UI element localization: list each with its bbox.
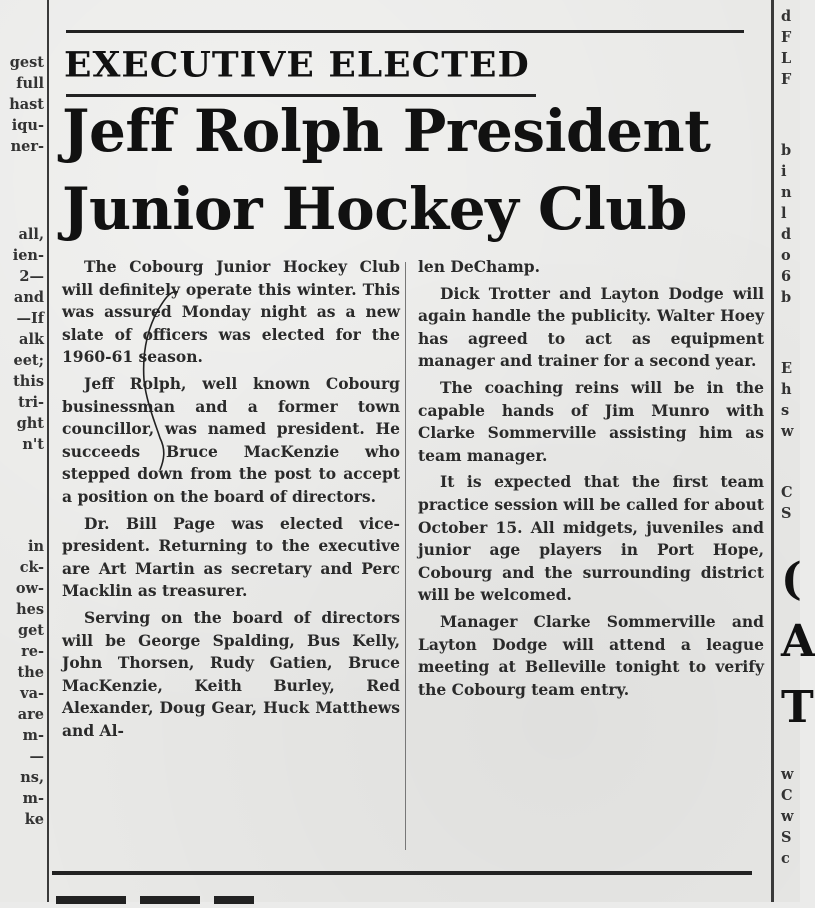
rule-above-kicker: [66, 30, 744, 33]
paragraph: The coaching reins will be in the capable hands of Jim Munro with Clarke Sommerville assisting him as team manager.: [418, 377, 764, 465]
text-fragment: re-: [21, 643, 44, 660]
kicker-heading: EXECUTIVE ELECTED: [64, 45, 530, 85]
text-fragment: this: [13, 373, 44, 390]
headline-line-2: Junior Hockey Club: [62, 175, 687, 243]
text-fragment: S: [781, 505, 792, 522]
column-rule-middle: [405, 262, 406, 850]
text-fragment: iqu-: [11, 117, 44, 134]
text-fragment: and: [13, 289, 44, 306]
text-fragment: C: [781, 787, 793, 804]
text-fragment: w: [781, 808, 794, 825]
rule-article-end: [52, 871, 752, 875]
text-fragment: F: [781, 71, 792, 88]
next-headline-fragment: [56, 889, 356, 902]
article-column-left: [62, 256, 400, 746]
adjacent-right-column-bottom: [781, 764, 800, 869]
text-fragment: are: [17, 706, 44, 723]
adjacent-left-column-lower: [4, 536, 44, 830]
large-headline-fragment: (: [781, 554, 802, 605]
text-fragment: h: [781, 381, 792, 398]
paragraph: Serving on the board of directors will be George Spalding, Bus Kelly, John Thorsen, Rudy Gatien, Bruce MacKenzie, Keith Burley, Red Alexander, Doug Gear, Huck Matthews and Al-: [62, 607, 400, 740]
text-fragment: C: [781, 484, 793, 501]
adjacent-left-column-top: [4, 52, 44, 157]
text-fragment: ke: [24, 811, 44, 828]
paragraph: It is expected that the first team practice session will be called for about October 15. All midgets, juveniles and junior age players in Port Hope, Cobourg and the surrounding district will be welcomed.: [418, 472, 764, 605]
text-fragment: ck-: [19, 559, 44, 576]
text-fragment: l: [781, 205, 787, 222]
paragraph: The Cobourg Junior Hockey Club will definitely operate this winter. This was assured Monday night as a new slate of officers was elected for the 1960-61 season.: [62, 257, 400, 367]
text-fragment: w: [781, 423, 794, 440]
large-headline-fragment: A: [781, 616, 815, 667]
text-fragment: s: [781, 402, 790, 419]
text-fragment: get: [17, 622, 44, 639]
article-column-right: [418, 256, 764, 705]
column-rule-left: [47, 0, 49, 902]
text-fragment: b: [781, 289, 792, 306]
text-fragment: va-: [20, 685, 44, 702]
text-fragment: S: [781, 829, 792, 846]
paragraph: Dick Trotter and Layton Dodge will again handle the publicity. Walter Hoey has agreed to act as equipment manager and trainer for a second year.: [418, 283, 764, 371]
text-fragment: alk: [19, 331, 44, 348]
adjacent-left-column-middle: [4, 224, 44, 455]
adjacent-right-column-lower: [781, 358, 800, 442]
text-fragment: L: [781, 50, 792, 67]
paragraph: Manager Clarke Sommerville and Layton Dodge will attend a league meeting at Belleville tonight to verify the Cobourg team entry.: [418, 611, 764, 699]
large-headline-fragment: T: [781, 682, 814, 733]
text-fragment: n't: [22, 436, 44, 453]
text-fragment: ns,: [20, 769, 44, 786]
text-fragment: ow-: [15, 580, 44, 597]
text-fragment: F: [781, 29, 792, 46]
text-fragment: i: [781, 163, 787, 180]
text-fragment: full: [16, 75, 44, 92]
paragraph: Dr. Bill Page was elected vice-president. Returning to the executive are Art Martin as secretary and Perc Macklin as treasurer.: [62, 513, 400, 601]
text-fragment: ght: [16, 415, 44, 432]
text-fragment: o: [781, 247, 791, 264]
text-fragment: —: [29, 748, 44, 765]
column-rule-right: [771, 0, 774, 902]
text-fragment: m-: [22, 790, 44, 807]
text-fragment: c: [781, 850, 790, 867]
text-fragment: tri-: [18, 394, 44, 411]
adjacent-right-column-after-rule: [781, 482, 800, 524]
adjacent-right-column-top: [781, 6, 800, 90]
text-fragment: d: [781, 8, 792, 25]
text-fragment: w: [781, 766, 794, 783]
text-fragment: E: [781, 360, 793, 377]
text-fragment: 2—: [19, 268, 44, 285]
text-fragment: —If: [16, 310, 44, 327]
text-fragment: d: [781, 226, 792, 243]
text-fragment: 6: [781, 268, 792, 285]
text-fragment: hast: [9, 96, 44, 113]
text-fragment: ner-: [10, 138, 44, 155]
text-fragment: b: [781, 142, 792, 159]
text-fragment: ien-: [12, 247, 44, 264]
text-fragment: m-: [22, 727, 44, 744]
text-fragment: gest: [9, 54, 44, 71]
text-fragment: hes: [16, 601, 44, 618]
text-fragment: in: [27, 538, 44, 555]
text-fragment: the: [17, 664, 44, 681]
adjacent-right-column-middle: [781, 140, 800, 308]
headline-line-1: Jeff Rolph President: [62, 97, 711, 165]
text-fragment: eet;: [13, 352, 44, 369]
paragraph: Jeff Rolph, well known Cobourg businessman and a former town councillor, was named president. He succeeds Bruce MacKenzie who stepped down from the post to accept a position on the board of directors.: [62, 373, 400, 506]
text-fragment: all,: [18, 226, 44, 243]
continued-text: len DeChamp.: [418, 257, 541, 276]
text-fragment: n: [781, 184, 792, 201]
